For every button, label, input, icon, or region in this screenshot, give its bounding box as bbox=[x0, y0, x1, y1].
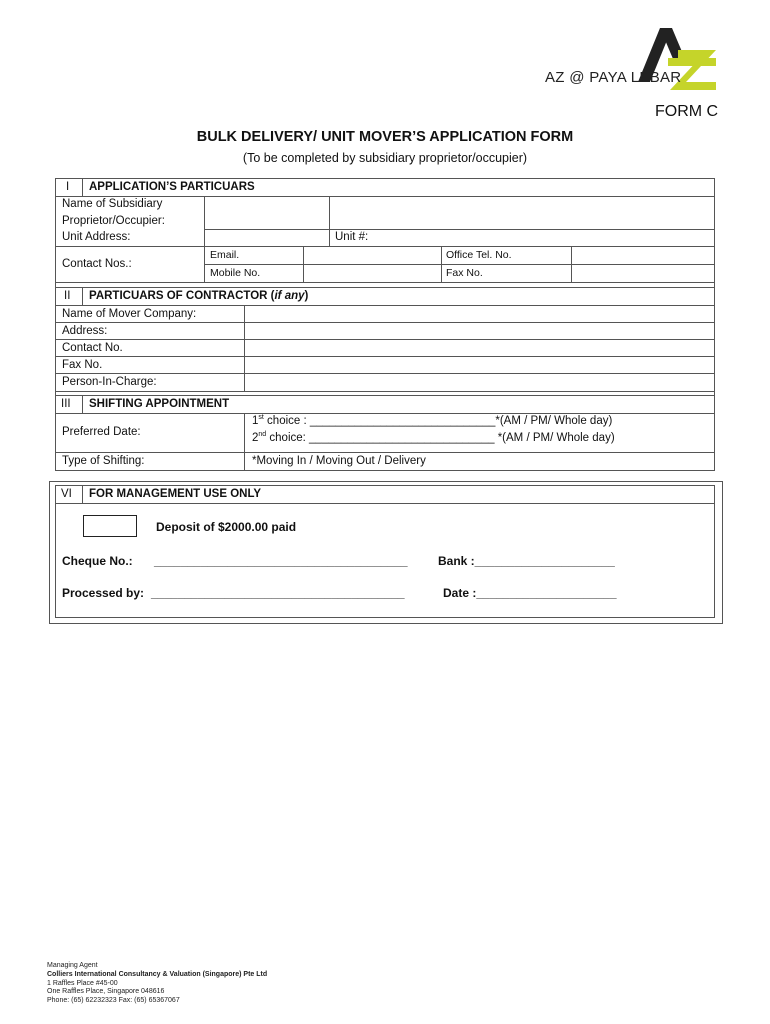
unit-number-label: Unit #: bbox=[335, 231, 369, 243]
type-of-shifting-options[interactable]: *Moving In / Moving Out / Delivery bbox=[252, 455, 426, 467]
first-choice-line[interactable]: 1st choice : _____________________________*(AM / PM/ Whole day) bbox=[252, 414, 613, 427]
footer-line-2: Colliers International Consultancy & Valuation (Singapore) Pte Ltd bbox=[47, 970, 268, 978]
section4-number: VI bbox=[61, 488, 72, 500]
mobile-field[interactable] bbox=[305, 266, 439, 281]
unit-address-field[interactable] bbox=[206, 231, 327, 245]
cheque-label: Cheque No.: bbox=[62, 554, 133, 568]
deposit-label: Deposit of $2000.00 paid bbox=[156, 520, 297, 534]
logo-text: AZ @ PAYA LEBAR bbox=[545, 69, 682, 86]
form-code: FORM C bbox=[655, 103, 719, 120]
processed-by-field[interactable]: ______________________________________ bbox=[151, 586, 405, 600]
footer-line-1: Managing Agent bbox=[47, 962, 98, 969]
person-in-charge-field[interactable] bbox=[246, 375, 713, 390]
fax-field[interactable] bbox=[573, 266, 713, 281]
contractor-address-label: Address: bbox=[62, 325, 108, 337]
subsidiary-name-field[interactable] bbox=[206, 198, 327, 227]
person-in-charge-label: Person-In-Charge: bbox=[62, 376, 157, 388]
email-label: Email. bbox=[210, 249, 240, 261]
managing-agent-footer bbox=[47, 962, 267, 1006]
form-subtitle: (To be completed by subsidiary proprietor/occupier) bbox=[242, 151, 528, 165]
contact-nos-label: Contact Nos.: bbox=[62, 258, 132, 270]
preferred-date-label: Preferred Date: bbox=[62, 426, 141, 438]
email-field[interactable] bbox=[305, 248, 439, 263]
contractor-contact-label: Contact No. bbox=[62, 342, 123, 354]
cheque-field[interactable]: ______________________________________ bbox=[154, 554, 408, 568]
second-choice-line[interactable]: 2nd choice: _____________________________ *(AM / PM/ Whole day) bbox=[252, 431, 615, 444]
footer-line-3: 1 Raffles Place #45-00 bbox=[47, 979, 118, 987]
section1-number: I bbox=[66, 181, 70, 193]
section1-heading: APPLICATION’S PARTICUARS bbox=[89, 181, 255, 193]
contractor-address-field[interactable] bbox=[246, 324, 713, 338]
mover-company-label: Name of Mover Company: bbox=[62, 308, 197, 320]
unit-address-label: Unit Address: bbox=[62, 231, 131, 243]
processed-by-label: Processed by: bbox=[62, 586, 145, 600]
contractor-contact-field[interactable] bbox=[246, 341, 713, 355]
date-field[interactable]: Date :_____________________ bbox=[443, 586, 617, 600]
contractor-fax-label: Fax No. bbox=[62, 359, 103, 371]
office-tel-label: Office Tel. No. bbox=[446, 249, 512, 261]
mover-company-field[interactable] bbox=[246, 307, 713, 321]
footer-line-4: One Raffles Place, Singapore 048616 bbox=[47, 988, 165, 996]
type-of-shifting-label: Type of Shifting: bbox=[62, 455, 145, 467]
office-tel-field[interactable] bbox=[573, 248, 713, 263]
subsidiary-name-field-2[interactable] bbox=[331, 198, 713, 227]
subsidiary-name-label-2: Proprietor/Occupier: bbox=[62, 215, 165, 227]
footer-line-5: Phone: (65) 62232323 Fax: (65) 65367067 bbox=[47, 997, 180, 1005]
section3-number: III bbox=[61, 398, 71, 410]
form-title: BULK DELIVERY/ UNIT MOVER’S APPLICATION FORM bbox=[196, 129, 574, 145]
bank-field[interactable]: Bank :_____________________ bbox=[438, 554, 615, 568]
section3-heading: SHIFTING APPOINTMENT bbox=[89, 398, 230, 410]
section2-heading: PARTICUARS OF CONTRACTOR (if any) bbox=[89, 290, 309, 302]
subsidiary-name-label-1: Name of Subsidiary bbox=[62, 198, 163, 210]
section4-heading: FOR MANAGEMENT USE ONLY bbox=[89, 488, 262, 500]
deposit-checkbox[interactable] bbox=[83, 515, 137, 537]
mobile-label: Mobile No. bbox=[210, 267, 261, 279]
contractor-fax-field[interactable] bbox=[246, 358, 713, 372]
section2-number: II bbox=[64, 290, 71, 302]
fax-label: Fax No. bbox=[446, 267, 483, 279]
